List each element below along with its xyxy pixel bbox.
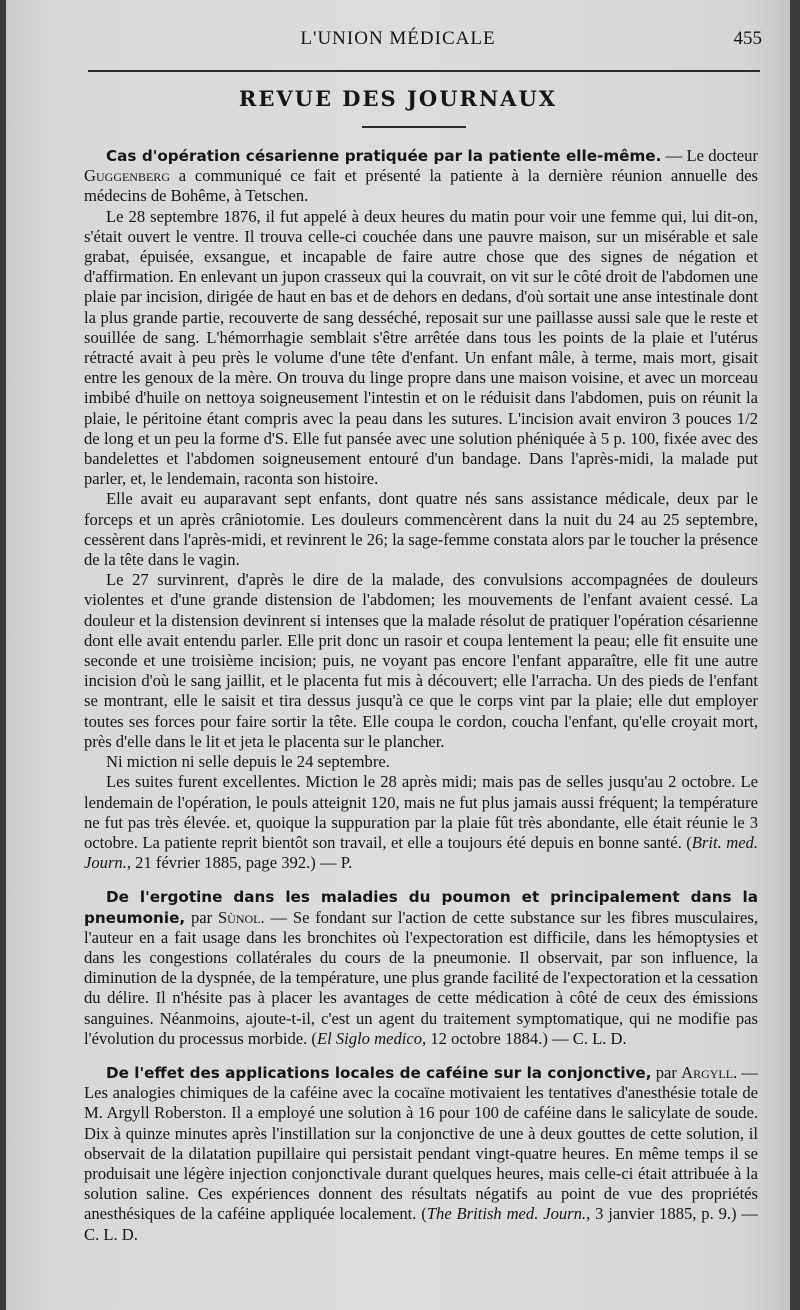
article-3-end: , 3 janvier 1885, p. 9.) — C. L. D.	[84, 1204, 758, 1244]
article-3-author: Argyll	[681, 1062, 734, 1082]
article-2	[84, 887, 758, 1049]
journal-page	[6, 0, 790, 1310]
running-title: L'UNION MÉDICALE	[300, 28, 496, 49]
article-1-paragraph-3: Le 27 survinrent, d'après le dire de la malade, des convulsions accompagnées de douleurs violentes et d'une grande distension de l'abdomen; les mouvements de l'enfant avaient cessé. La douleur et la distension devinrent si intenses que la malade résolut de pratiquer l'opération césarienne dont elle avait entendu parler. Elle prit donc un rasoir et coupa lentement la peau; elle fit ensuite une seconde et une troisième incision; puis, ne voyant pas encore l'enfant apparaître, elle fit une autre incision d'où le sang jaillit, et le placenta fut mis à découvert; elle l'arracha. Un des pieds de l'enfant se montrant, elle le saisit et tira dessus jusqu'à ce que le corps vint par la plaie; elle dut employer toutes ses forces pour faire sortir la tête. Elle coupa le cordon, coucha l'enfant, qu'elle croyait mort, près d'elle dans le lit et jeta le placenta sur le plancher.	[84, 570, 758, 751]
article-3	[84, 1063, 758, 1245]
article-2-end: , 12 octobre 1884.) — C. L. D.	[422, 1028, 627, 1048]
article-3-text: . — Les analogies chimiques de la caféine avec la cocaïne motivaient les tentatives d'anesthésie totale de M. Argyll Roberston. Il a employé une solution à 16 pour 100 de caféine dans le salicylate de soude. Dix à quinze minutes après l'instillation sur la conjonctive de une à deux gouttes de cette solution, il observait de la dilatation pupillaire qui persistait pendant vingt-quatre heures. En même temps il se produisait une légère injection conjonctivale durant quelques heures, mais celle-ci était attribuée à la solution saline. Ces expériences donnent des résultats négatifs au point de vue des propriétés anesthésiques de la caféine appliquée localement. (	[84, 1062, 759, 1224]
article-3-source: The British med. Journ.	[426, 1204, 587, 1224]
article-1-paragraph-2: Elle avait eu auparavant sept enfants, dont quatre nés sans assistance médicale, deux par le forceps et un après crâniotomie. Les douleurs commencèrent dans la nuit du 24 au 25 septembre, cessèrent dans l'après-midi, et revinrent le 26; la sage-femme constata alors par le toucher la présence de la tête dans le vagin.	[84, 489, 758, 570]
article-2-title: De l'ergotine dans les maladies du poumon et principalement dans la pneumonie,	[84, 888, 758, 927]
article-body	[84, 146, 758, 1245]
article-1-lead-dash: — Le docteur	[661, 146, 758, 165]
article-2-by: par	[185, 907, 218, 927]
article-1-title: Cas d'opération césarienne pratiquée par la patiente elle-même.	[106, 147, 662, 165]
article-2-source: El Siglo medico	[316, 1028, 423, 1048]
article-2-author: Sùnol	[217, 907, 261, 927]
article-1-paragraph-1: Le 28 septembre 1876, il fut appelé à deux heures du matin pour voir une femme qui, lui dit-on, s'était ouvert le ventre. Il trouva celle-ci couchée dans une pauvre maison, sur un misérable et sale grabat, épuisée, exsangue, et incapable de faire autre chose que des signes de négation et d'affirmation. En enlevant un jupon crasseux qui la couvrait, on vit sur le côté droit de l'abdomen une plaie par incision, dirigée de haut en bas et de dehors en dedans, d'où sortait une anse intestinale dont la plus grande partie, recouverte de sang desséché, reposait sur une paillasse aussi sale que le reste et souillée de sang. L'hémorrhagie semblait s'être arrêtée dans tous les points de la plaie et l'utérus rétracté avait à peu près le volume d'une tête d'enfant. Un enfant mâle, à terme, mais mort, gisait entre les genoux de la mère. On trouva du linge propre dans une maison voisine, et avec un morceau imbibé d'huile on nettoya soigneusement l'intestin et on le réduisit dans l'abdomen, puis on réunit la plaie, le péritoine étant compris avec la peau dans les sutures. L'incision avait environ 3 pouces 1/2 de long et un peu la forme d'S. Elle fut pansée avec une solution phéniquée à 5 p. 100, fixée avec des bandelettes et l'abdomen soigneusement entouré d'un bandage. Dans l'après-midi, la malade put parler, et, le lendemain, raconta son histoire.	[84, 206, 758, 489]
article-1-p5-end: , 21 février 1885, page 392.) — P.	[126, 853, 353, 873]
running-head	[6, 28, 790, 54]
title-rule	[362, 126, 466, 128]
article-1-source: Brit. med. Journ.	[84, 832, 758, 873]
article-1-paragraph-5	[84, 772, 758, 873]
header-rule	[88, 70, 760, 72]
article-1-lead	[84, 146, 758, 207]
article-1-p5-main: Les suites furent excellentes. Miction le 28 après midi; mais pas de selles jusqu'au 2 octobre. Le lendemain de l'opération, le pouls atteignit 120, mais ne fut plus jamais aussi fréquent; la température ne fut pas très élevée. et, quoique la suppuration par la plaie fût très abondante, elle était réunie le 3 octobre. La patiente reprit bientôt son travail, et elle a toujours été depuis en bonne santé. (	[84, 772, 758, 852]
article-3-title: De l'effet des applications locales de caféine sur la conjonctive,	[106, 1063, 652, 1082]
article-2-text: . — Se fondant sur l'action de cette substance sur les fibres musculaires, l'auteur en a fait usage dans les bronchites où l'expectoration est difficile, dans les hémoptysies et dans les congestions collatérales du cours de la pneumonie. Il observait, par son influence, la diminution de la dyspnée, de la température, une plus grande facilité de l'expectoration et la cessation du délire. Il n'hésite pas à placer les avantages de cette médication à côté de ceux des émissions sanguines. Néanmoins, ajoute-t-il, c'est un agent du traitement symptomatique, qui ne modifie pas l'évolution du processus morbide. (	[84, 907, 758, 1048]
article-3-by: par	[651, 1062, 682, 1082]
section-title: REVUE DES JOURNAUX	[238, 86, 558, 111]
article-1-paragraph-4: Ni miction ni selle depuis le 24 septembre.	[106, 752, 390, 772]
article-1-lead-rest: a communiqué ce fait et présenté la patiente à la dernière réunion annuelle des médecins de Bohême, à Tetschen.	[84, 166, 758, 206]
article-1-author: Guggenberg	[84, 166, 170, 186]
page-number: 455	[733, 28, 762, 49]
